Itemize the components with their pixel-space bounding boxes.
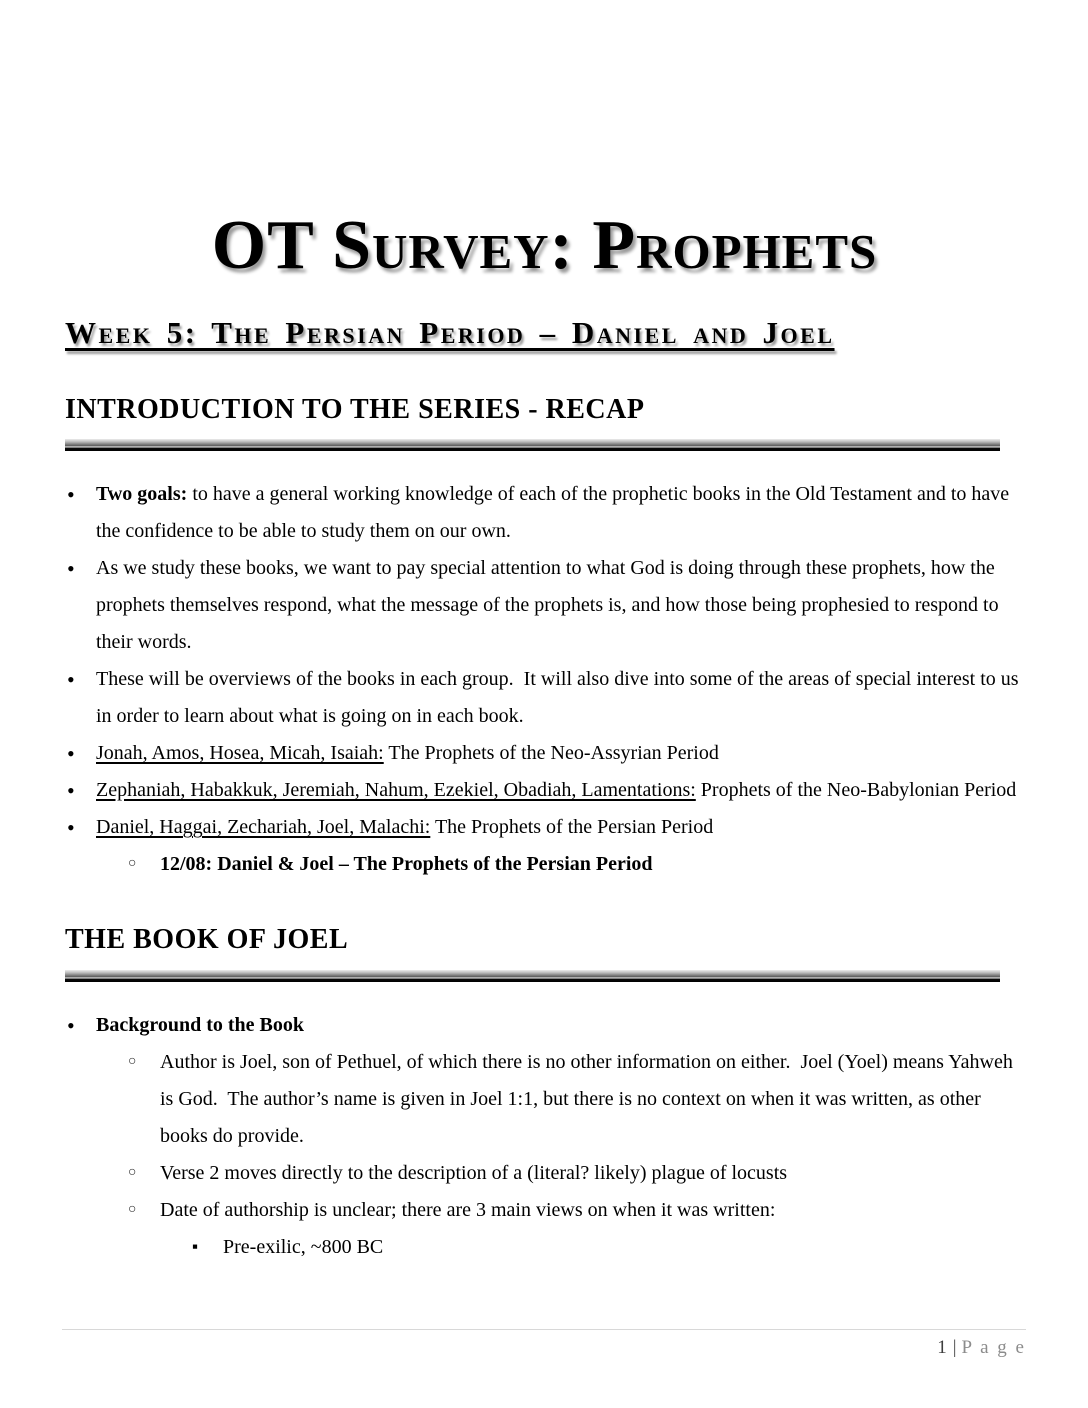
document-subtitle: Week 5: The Persian Period – Daniel and Joel: [65, 314, 835, 350]
page-number: 1: [937, 1337, 948, 1358]
list-item-text: The Prophets of the Persian Period: [430, 816, 714, 839]
list-item-text: 12/08: Daniel & Joel – The Prophets of the Persian Period: [160, 853, 653, 876]
section-divider-rule: [65, 970, 1000, 982]
bullet-list: [65, 1007, 1024, 1266]
section-book-of-joel: [65, 923, 1024, 1266]
list-sub-sub-item: [65, 1229, 1024, 1266]
list-item-text: Prophets of the Neo-Babylonian Period: [695, 779, 1017, 802]
list-sub-item: [65, 1192, 1024, 1229]
list-item-text: The Prophets of the Neo-Assyrian Period: [383, 742, 719, 765]
list-item: [65, 1007, 1024, 1044]
list-item: [65, 735, 1024, 772]
section-divider-rule: [65, 439, 1000, 451]
bullet-list: [65, 476, 1024, 883]
list-item-lead: Two goals:: [96, 483, 188, 506]
list-item-text: Author is Joel, son of Pethuel, of which there is no other information on either. Joel (Yoel) means Yahweh is God. The author’s name is given in Joel 1:1, but there is no context on when it was written, as other books do provide.: [160, 1050, 1018, 1147]
list-sub-item: [65, 1044, 1024, 1155]
footer-page-label: P a g e: [961, 1337, 1026, 1358]
list-item-lead: Zephaniah, Habakkuk, Jeremiah, Nahum, Ezekiel, Obadiah, Lamentations:: [96, 779, 696, 802]
list-sub-item: [65, 846, 1024, 883]
list-item-lead: Jonah, Amos, Hosea, Micah, Isaiah:: [96, 742, 384, 765]
list-item-lead: Daniel, Haggai, Zechariah, Joel, Malachi:: [96, 816, 431, 839]
footer-divider: [62, 1329, 1026, 1330]
section-heading: THE BOOK OF JOEL: [65, 924, 349, 956]
document-title: OT Survey: Prophets: [211, 207, 878, 284]
section-heading: INTRODUCTION TO THE SERIES - RECAP: [65, 393, 645, 425]
list-item-text: These will be overviews of the books in each group. It will also dive into some of the areas of special interest to us in order to learn about what is going on in each book.: [96, 668, 1024, 728]
list-item-text: to have a general working knowledge of each of the prophetic books in the Old Testament and to have the confidence to be able to study them on our own.: [96, 483, 1015, 543]
list-item: [65, 809, 1024, 846]
list-item: [65, 661, 1024, 735]
list-sub-item: [65, 1155, 1024, 1192]
list-item-text: Verse 2 moves directly to the description of a (literal? likely) plague of locusts: [160, 1161, 788, 1184]
list-item: [65, 550, 1024, 661]
list-item-text: Date of authorship is unclear; there are 3 main views on when it was written:: [160, 1198, 776, 1221]
list-item: [65, 476, 1024, 550]
section-introduction-recap: [65, 393, 1024, 884]
list-item: [65, 772, 1024, 809]
footer-separator: |: [952, 1337, 957, 1358]
list-item-text: Pre-exilic, ~800 BC: [223, 1235, 384, 1258]
page-footer: [937, 1334, 1026, 1362]
list-item-text: As we study these books, we want to pay special attention to what God is doing through these prophets, how the prophets themselves respond, what the message of the prophets is, and how those being prophesied to respond to their words.: [96, 557, 1004, 654]
list-item-lead: Background to the Book: [96, 1013, 305, 1036]
document-content: [0, 206, 1088, 1266]
